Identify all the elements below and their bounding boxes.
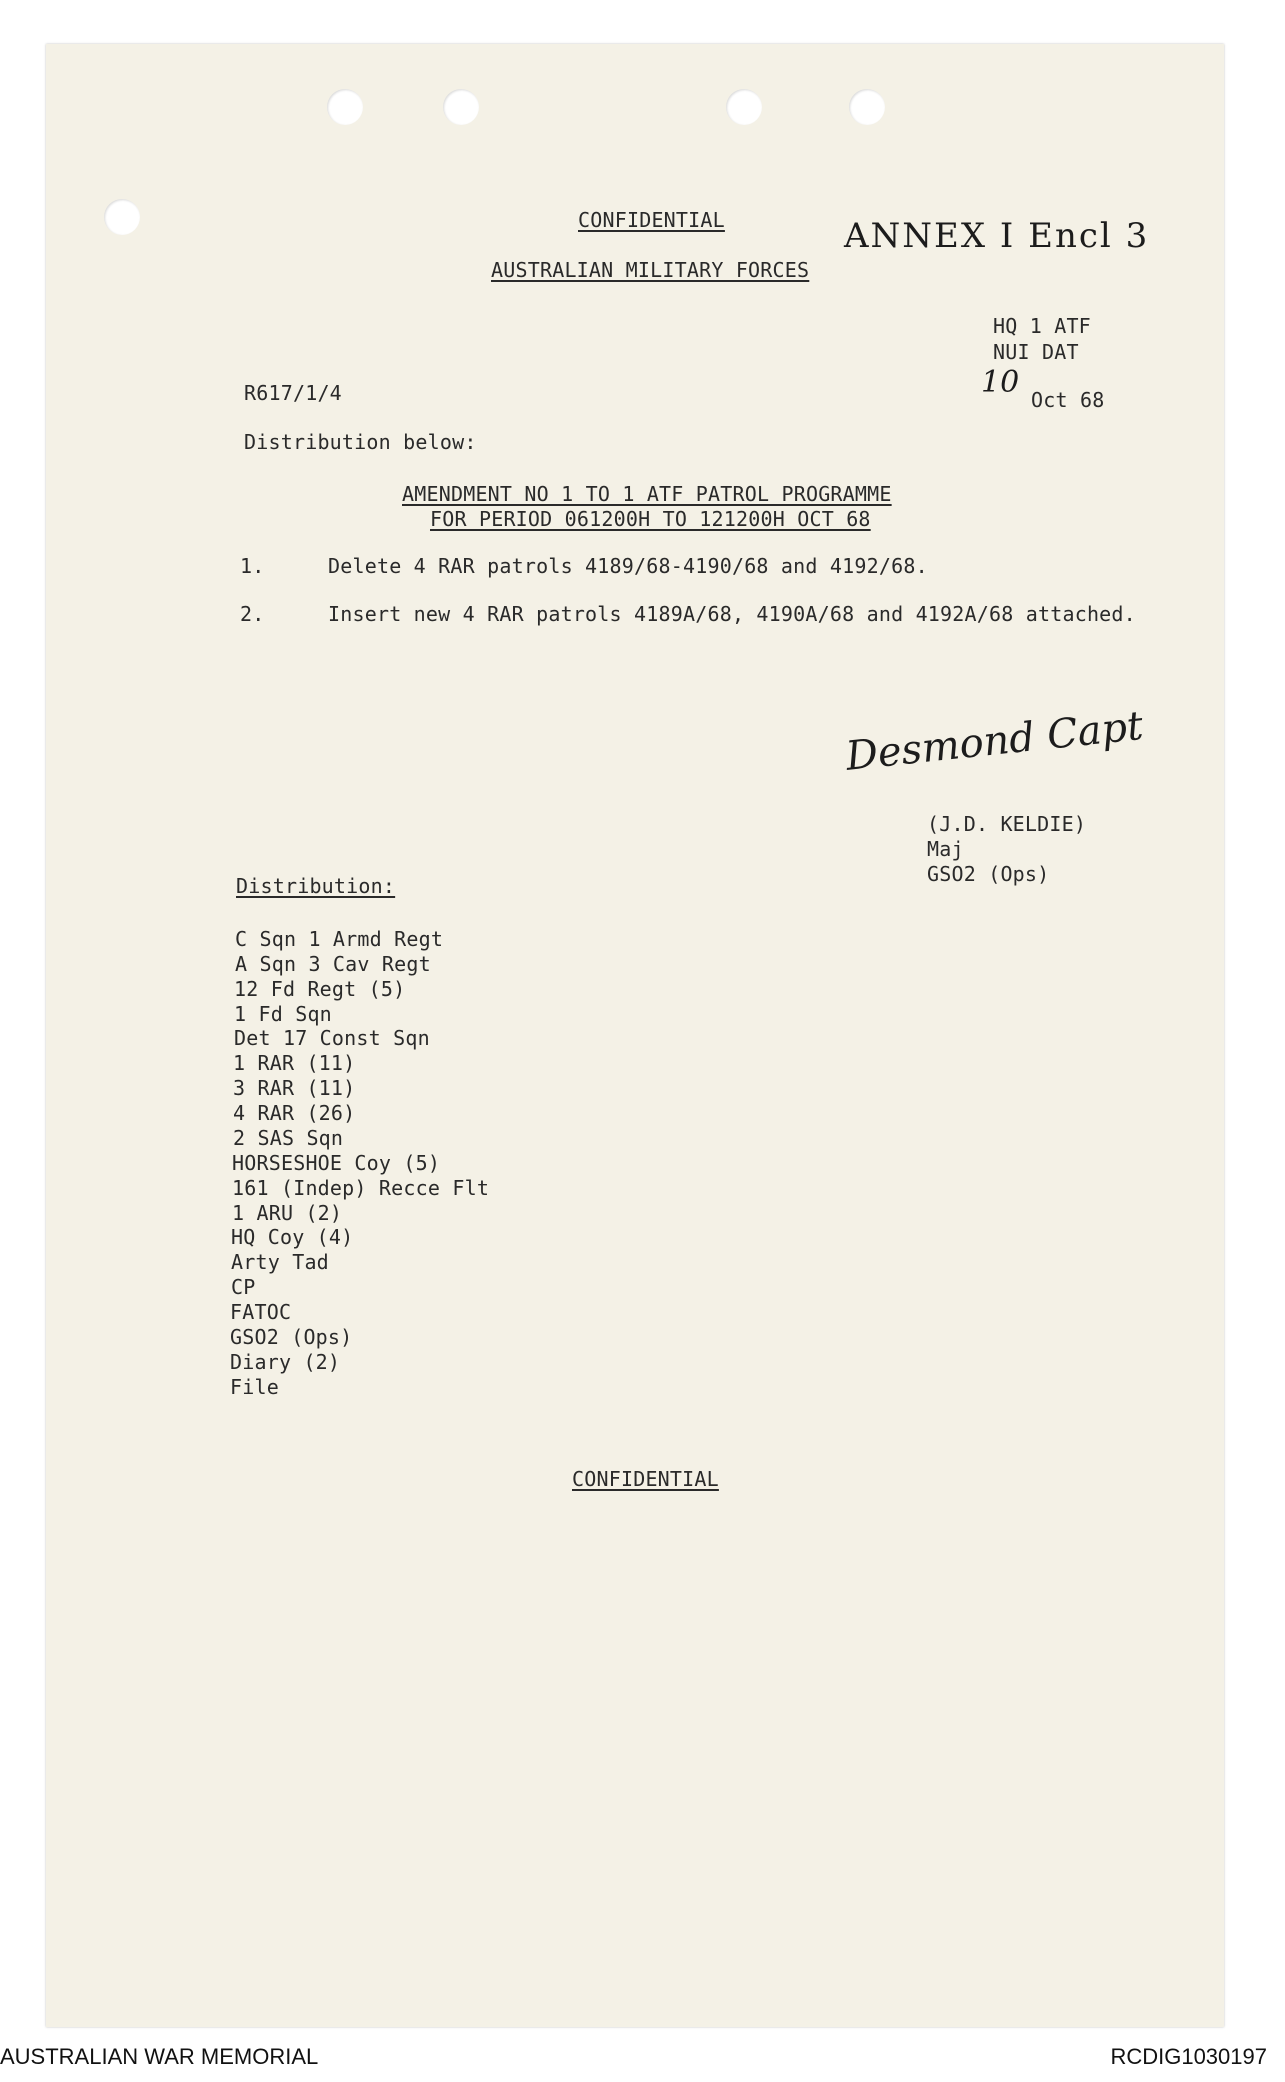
punch-hole [443, 89, 479, 125]
distribution-item: 4 RAR (26) [233, 1101, 356, 1125]
distribution-item: 161 (Indep) Recce Flt [232, 1176, 490, 1200]
punch-hole [327, 89, 363, 125]
paragraph-text: Insert new 4 RAR patrols 4189A/68, 4190A/68 and 4192A/68 attached. [328, 602, 1136, 626]
handwritten-annex-annotation: ANNEX I Encl 3 [844, 216, 1150, 256]
punch-hole [849, 89, 885, 125]
distribution-item: CP [231, 1275, 256, 1299]
classification-bottom: CONFIDENTIAL [572, 1467, 719, 1491]
paragraph-number: 1. [240, 554, 265, 578]
distribution-item: Diary (2) [230, 1350, 341, 1374]
distribution-intro: Distribution below: [244, 430, 477, 454]
distribution-heading: Distribution: [236, 874, 396, 898]
distribution-item: HORSESHOE Coy (5) [232, 1151, 441, 1175]
distribution-item: 2 SAS Sqn [233, 1126, 344, 1150]
punch-hole [726, 89, 762, 125]
signatory-name: (J.D. KELDIE) [927, 812, 1087, 836]
distribution-item: 1 RAR (11) [233, 1051, 356, 1075]
hq-line: HQ 1 ATF [993, 314, 1091, 338]
footer-record-id: RCDIG1030197 [1110, 2044, 1267, 2069]
distribution-item: HQ Coy (4) [231, 1225, 354, 1249]
paragraph-number: 2. [240, 602, 265, 626]
distribution-item: 12 Fd Regt (5) [234, 977, 406, 1001]
subject-line-2: FOR PERIOD 061200H TO 121200H OCT 68 [430, 507, 871, 531]
forces-heading: AUSTRALIAN MILITARY FORCES [491, 258, 810, 282]
reference-number: R617/1/4 [244, 381, 342, 405]
location-line: NUI DAT [993, 340, 1079, 364]
subject-line-1: AMENDMENT NO 1 TO 1 ATF PATROL PROGRAMME [402, 482, 892, 506]
distribution-item: C Sqn 1 Armd Regt [235, 927, 444, 951]
distribution-item: File [230, 1375, 279, 1399]
signatory-appointment: GSO2 (Ops) [927, 862, 1050, 886]
date-month: Oct 68 [1031, 388, 1105, 412]
handwritten-signature: Desmond Capt [843, 702, 1146, 780]
distribution-item: A Sqn 3 Cav Regt [235, 952, 431, 976]
handwritten-date-day: 10 [981, 365, 1020, 400]
distribution-item: 3 RAR (11) [233, 1076, 356, 1100]
distribution-item: Arty Tad [231, 1250, 329, 1274]
distribution-item: 1 ARU (2) [232, 1201, 343, 1225]
document-sheet [46, 44, 1224, 2027]
distribution-item: FATOC [230, 1300, 292, 1324]
distribution-item: Det 17 Const Sqn [234, 1026, 430, 1050]
footer-archive-name: AUSTRALIAN WAR MEMORIAL [0, 2044, 319, 2069]
signatory-rank: Maj [927, 837, 964, 861]
classification-top: CONFIDENTIAL [578, 208, 725, 232]
paragraph-text: Delete 4 RAR patrols 4189/68-4190/68 and 4192/68. [328, 554, 928, 578]
punch-hole [104, 199, 140, 235]
distribution-item: GSO2 (Ops) [230, 1325, 353, 1349]
distribution-item: 1 Fd Sqn [234, 1002, 332, 1026]
